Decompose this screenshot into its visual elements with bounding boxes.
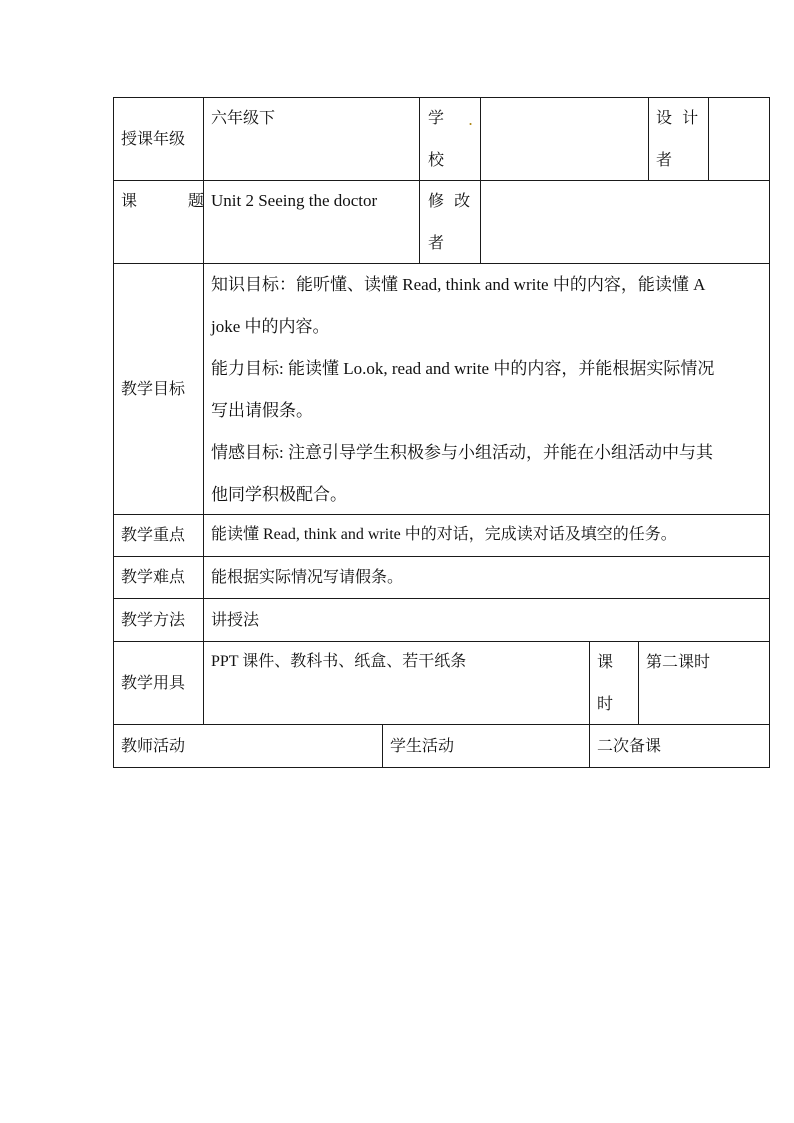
- grade-label: 授课年级: [121, 129, 186, 148]
- tools-label: 教学用具: [121, 673, 186, 692]
- period-label-line2: 时: [597, 694, 614, 713]
- difficulties-label: 教学难点: [121, 567, 186, 586]
- goals-text: [211, 264, 765, 516]
- column-divider: [419, 97, 420, 264]
- difficulties-value: 能根据实际情况写请假条。: [211, 567, 404, 586]
- period-value: 第二课时: [646, 652, 711, 671]
- key-points-value: 能读懂 Read, think and write 中的对话，完成读对话及填空的任务。: [211, 526, 677, 543]
- school-mark: .: [468, 110, 474, 129]
- column-divider: [382, 724, 383, 768]
- designer-label-line1: 设 计: [656, 108, 699, 127]
- table-border-bottom: [113, 767, 770, 768]
- table-border-right: [769, 97, 770, 768]
- topic-label: 课 题: [121, 191, 204, 210]
- grade-value: 六年级下: [211, 108, 276, 127]
- editor-label-line2: 者: [428, 233, 445, 252]
- goals-label: 教学目标: [121, 379, 186, 398]
- school-label-line1: 学: [428, 108, 445, 127]
- table-border-left: [113, 97, 114, 768]
- method-label: 教学方法: [121, 610, 186, 629]
- method-value: 讲授法: [211, 610, 260, 629]
- student-activity-header: 学生活动: [390, 736, 455, 755]
- goals-line: 写出请假条。: [211, 401, 313, 420]
- goals-line: joke 中的内容。: [211, 317, 330, 336]
- teacher-activity-header: 教师活动: [121, 736, 186, 755]
- column-divider: [638, 641, 639, 725]
- column-divider: [589, 641, 590, 768]
- column-divider: [708, 97, 709, 181]
- goals-line: 情感目标: 注意引导学生积极参与小组活动，并能在小组活动中与其: [211, 443, 713, 462]
- goals-line: 他同学积极配合。: [211, 485, 347, 504]
- goals-line: 知识目标：能听懂、读懂 Read, think and write 中的内容，能读懂 A: [211, 275, 706, 294]
- editor-label-line1: 修 改: [428, 191, 471, 210]
- period-label-line1: 课: [597, 652, 614, 671]
- school-label-line2: 校: [428, 150, 445, 169]
- second-prep-header: 二次备课: [597, 736, 662, 755]
- column-divider: [480, 97, 481, 264]
- goals-line: 能力目标: 能读懂 Lo.ok, read and write 中的内容，并能根据实际情况: [211, 359, 715, 378]
- tools-value: PPT 课件、教科书、纸盒、若干纸条: [211, 653, 467, 670]
- key-points-label: 教学重点: [121, 525, 186, 544]
- designer-label-line2: 者: [656, 150, 673, 169]
- column-divider: [648, 97, 649, 181]
- topic-value: Unit 2 Seeing the doctor: [211, 191, 378, 210]
